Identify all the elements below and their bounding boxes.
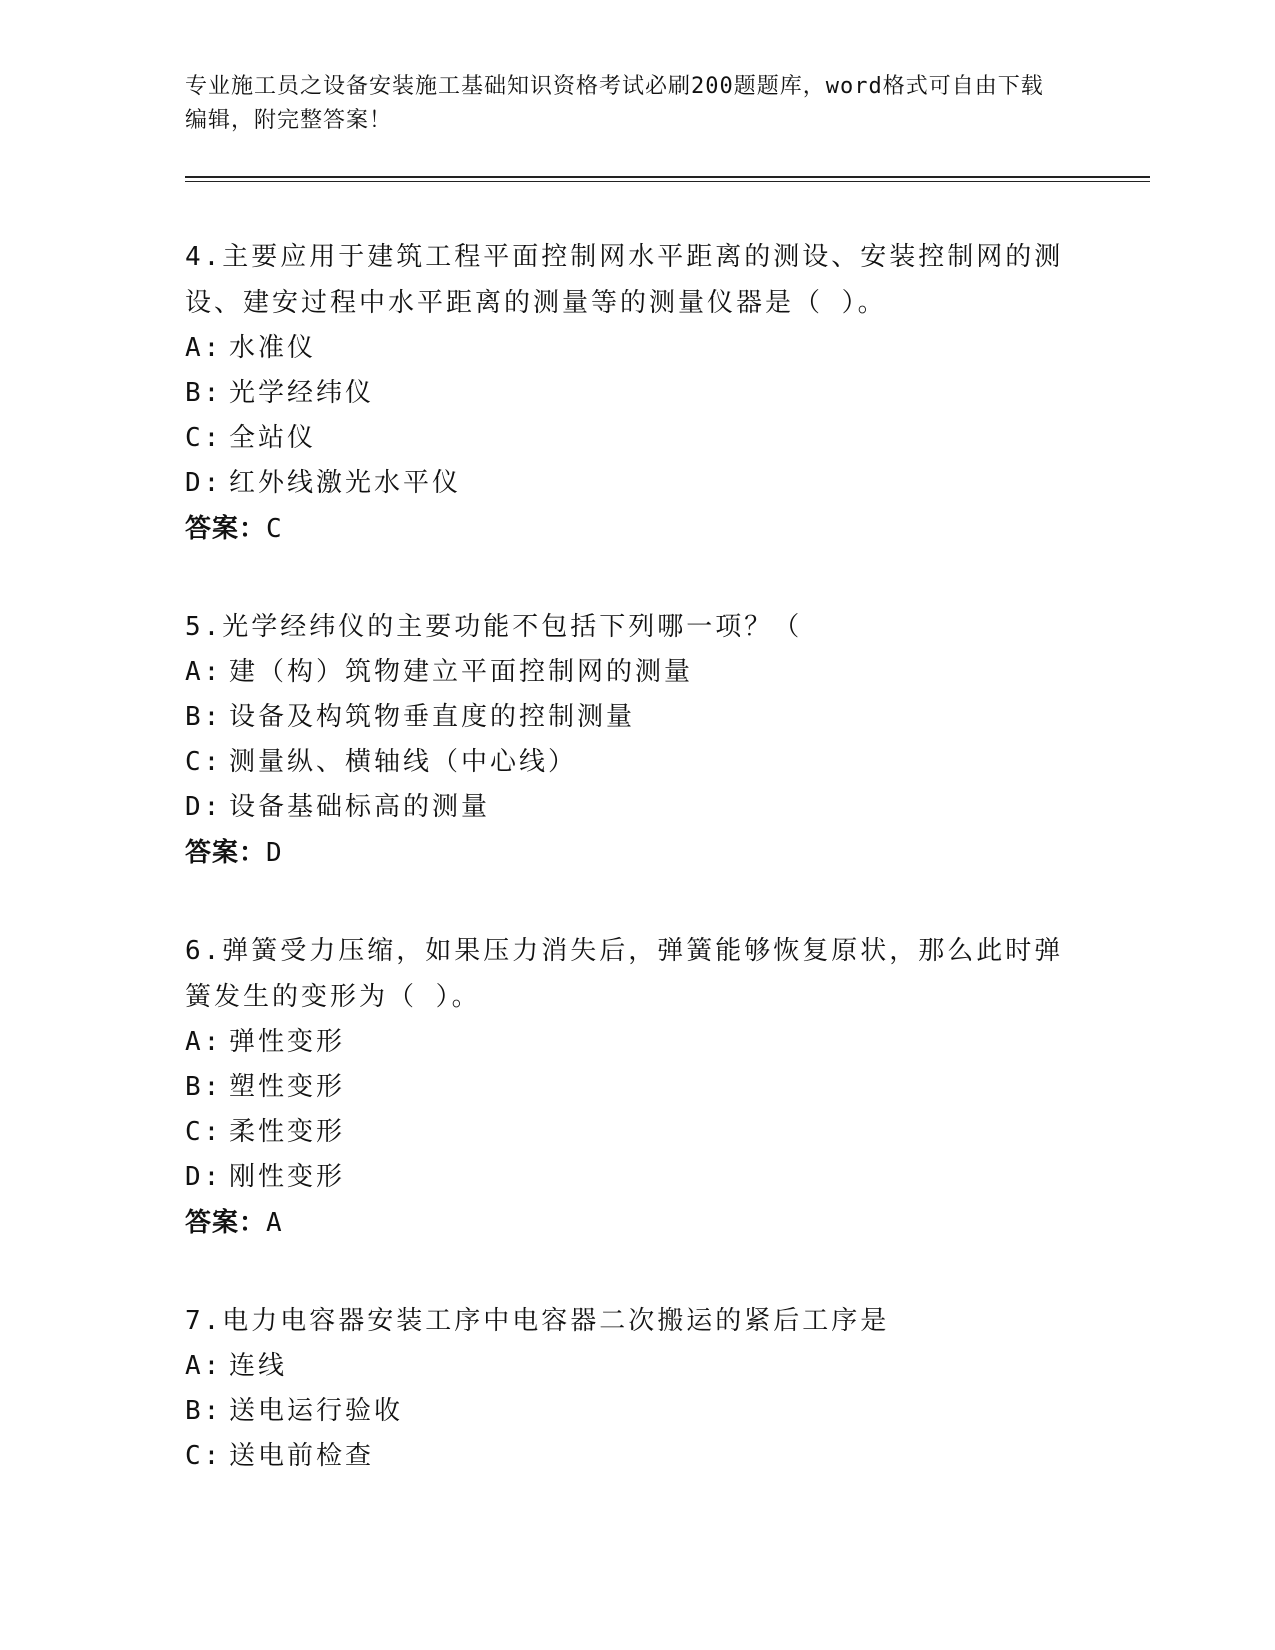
option-key: D: [185,468,223,498]
option-c [185,1110,1065,1155]
option-text: 弹性变形 [229,1027,346,1057]
question-7 [185,1298,1065,1479]
question-4 [185,234,1065,552]
option-key: C: [185,1117,223,1147]
option-text: 全站仪 [229,423,317,453]
option-key: A: [185,333,223,363]
option-text: 柔性变形 [229,1117,346,1147]
option-text: 连线 [229,1351,288,1381]
option-b [185,1389,1065,1434]
option-a [185,1344,1065,1389]
option-b [185,1065,1065,1110]
option-text: 设备及构筑物垂直度的控制测量 [229,702,636,732]
question-stem: 6.弹簧受力压缩，如果压力消失后，弹簧能够恢复原状，那么此时弹簧发生的变形为（ ）。 [185,936,1064,1012]
option-b [185,371,1065,416]
answer-label: 答案： [185,838,267,868]
option-key: B: [185,702,223,732]
option-a [185,650,1065,695]
option-text: 设备基础标高的测量 [229,792,491,822]
answer-value: D [266,838,283,868]
option-a [185,326,1065,371]
option-text: 送电运行验收 [229,1396,404,1426]
option-key: C: [185,747,223,777]
option-c [185,416,1065,461]
answer-label: 答案： [185,514,267,544]
option-d [185,461,1065,506]
option-key: B: [185,378,223,408]
option-key: A: [185,1351,223,1381]
question-6 [185,928,1065,1246]
option-key: B: [185,1072,223,1102]
option-text: 测量纵、横轴线（中心线） [229,747,578,777]
option-c [185,1434,1065,1479]
question-stem: 7.电力电容器安装工序中电容器二次搬运的紧后工序是 [185,1306,890,1336]
question-stem: 4.主要应用于建筑工程平面控制网水平距离的测设、安装控制网的测设、建安过程中水平距离的测量等的测量仪器是（ ）。 [185,242,1064,318]
document-page [185,70,1150,1479]
answer-value: C [266,514,283,544]
option-text: 水准仪 [229,333,317,363]
header-divider [185,176,1150,182]
answer-line [185,1200,1065,1246]
option-d [185,785,1065,830]
option-key: C: [185,1441,223,1471]
option-key: C: [185,423,223,453]
option-key: A: [185,1027,223,1057]
answer-line [185,830,1065,876]
option-text: 送电前检查 [229,1441,375,1471]
option-text: 红外线激光水平仪 [229,468,462,498]
option-key: D: [185,792,223,822]
question-stem: 5.光学经纬仪的主要功能不包括下列哪一项？（ [185,612,803,642]
question-5 [185,604,1065,876]
option-b [185,695,1065,740]
option-key: A: [185,657,223,687]
option-a [185,1020,1065,1065]
option-text: 塑性变形 [229,1072,346,1102]
option-text: 光学经纬仪 [229,378,375,408]
option-key: B: [185,1396,223,1426]
answer-line [185,506,1065,552]
document-header: 专业施工员之设备安装施工基础知识资格考试必刷200题题库，word格式可自由下载编辑，附完整答案！ [185,74,1044,133]
option-text: 刚性变形 [229,1162,346,1192]
answer-value: A [266,1208,283,1238]
option-text: 建（构）筑物建立平面控制网的测量 [229,657,694,687]
option-c [185,740,1065,785]
option-key: D: [185,1162,223,1192]
option-d [185,1155,1065,1200]
answer-label: 答案： [185,1208,267,1238]
